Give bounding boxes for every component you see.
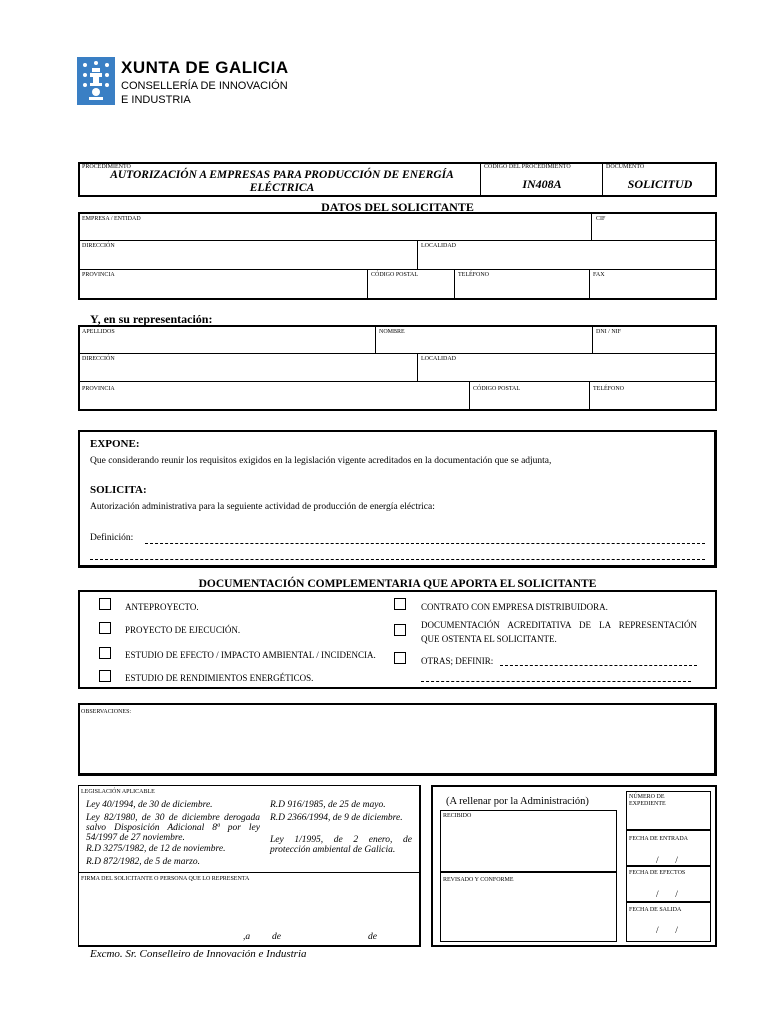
rep-telefono-label: TELÉFONO: [593, 386, 624, 392]
fecha-efectos-label: FECHA DE EFECTOS: [629, 870, 686, 876]
cif-field[interactable]: [593, 224, 715, 238]
definicion-field[interactable]: [145, 532, 705, 558]
rep-provincia-label: PROVINCIA: [82, 386, 115, 392]
localidad-field[interactable]: [419, 252, 715, 267]
telefono-field[interactable]: [456, 281, 588, 298]
codigo-value: IN408A: [522, 177, 562, 191]
apellidos-label: APELLIDOS: [82, 329, 115, 335]
rd-3275-1982: R.D 3275/1982, de 12 de noviembre.: [86, 844, 226, 854]
procedure-title-line2: ELÉCTRICA: [249, 182, 315, 194]
doc-item-estudio-rendimientos: ESTUDIO DE RENDIMIENTOS ENERGÉTICOS.: [125, 673, 314, 683]
empresa-label: EMPRESA / ENTIDAD: [82, 216, 141, 222]
addressee: Excmo. Sr. Conselleiro de Innovación e Industria: [90, 948, 307, 960]
expone-heading: EXPONE:: [90, 438, 140, 450]
contrato-checkbox[interactable]: [394, 598, 406, 610]
documentacion-heading: DOCUMENTACIÓN COMPLEMENTARIA QUE APORTA EL SOLICITANTE: [198, 578, 597, 590]
fecha-entrada-value: / /: [656, 856, 678, 866]
admin-title: (A rellenar por la Administración): [446, 796, 589, 807]
rep-direccion-label: DIRECCIÓN: [82, 356, 115, 362]
proyecto-checkbox[interactable]: [99, 622, 111, 634]
dept-line1: CONSELLERÍA DE INNOVACIÓN: [121, 80, 288, 92]
dni-field[interactable]: [594, 337, 715, 351]
fax-label: FAX: [593, 272, 605, 278]
recibido-box[interactable]: [440, 810, 617, 872]
apellidos-field[interactable]: [80, 337, 374, 351]
cp-field[interactable]: [369, 281, 453, 298]
rd-2366-1994: R.D 2366/1994, de 9 de diciembre.: [270, 813, 403, 823]
expediente-label: NÚMERO DE EXPEDIENTE: [629, 794, 666, 807]
ley-40-1994: Ley 40/1994, de 30 de diciembre.: [86, 800, 213, 810]
cp-label: CÓDIGO POSTAL: [371, 272, 419, 278]
definicion-label: Definición:: [90, 533, 134, 543]
codigo-label: CÓDIGO DEL PROCEDIMIENTO: [484, 164, 571, 170]
estudio-rendimientos-checkbox[interactable]: [99, 670, 111, 682]
firma-place-de2: de: [368, 932, 377, 942]
observaciones-box[interactable]: [78, 703, 717, 776]
rep-cp-label: CÓDIGO POSTAL: [473, 386, 521, 392]
doc-item-representacion-line1: DOCUMENTACIÓN ACREDITATIVA DE LA REPRESENTACIÓN: [421, 620, 697, 630]
fecha-salida-value: / /: [656, 926, 678, 936]
documento-label: DOCUMENTO: [606, 164, 645, 170]
solicita-text: Autorización administrativa para la seguiente actividad de producción de energía eléctrica:: [90, 502, 435, 512]
documento-value: SOLICITUD: [627, 177, 693, 191]
solicita-heading: SOLICITA:: [90, 484, 147, 496]
rd-916-1985: R.D 916/1985, de 25 de mayo.: [270, 800, 386, 810]
coat-of-arms-logo: [77, 57, 115, 105]
nombre-label: NOMBRE: [379, 329, 405, 335]
firma-label: FIRMA DEL SOLICITANTE O PERSONA QUE LO REPRESENTA: [81, 876, 250, 882]
localidad-label: LOCALIDAD: [421, 243, 456, 249]
dept-line2: E INDUSTRIA: [121, 94, 191, 106]
rep-localidad-field[interactable]: [419, 364, 715, 379]
rd-872-1982: R.D 872/1982, de 5 de marzo.: [86, 857, 200, 867]
nombre-field[interactable]: [377, 337, 591, 351]
expone-text: Que considerando reunir los requisitos exigidos en la legislación vigente acreditados en la documentación que se adjunta,: [90, 456, 552, 466]
doc-item-otras: OTRAS; DEFINIR:: [421, 656, 494, 666]
solicitante-heading: DATOS DEL SOLICITANTE: [321, 200, 474, 214]
observaciones-label: OBSERVACIONES:: [81, 709, 132, 715]
rep-cp-field[interactable]: [471, 394, 588, 409]
otras-checkbox[interactable]: [394, 652, 406, 664]
direccion-field[interactable]: [80, 252, 416, 267]
ley-1-1995: Ley 1/1995, de 2 enero, de protección ambiental de Galicia.: [270, 835, 412, 855]
procedure-title-line1: AUTORIZACIÓN A EMPRESAS PARA PRODUCCIÓN DE ENERGÍA: [110, 169, 454, 181]
doc-item-contrato: CONTRATO CON EMPRESA DISTRIBUIDORA.: [421, 602, 608, 612]
fax-field[interactable]: [591, 281, 715, 298]
fecha-salida-label: FECHA DE SALIDA: [629, 907, 682, 913]
cif-label: CIF: [596, 216, 606, 222]
recibido-label: RECIBIDO: [443, 813, 472, 819]
revisado-label: REVISADO Y CONFORME: [443, 877, 514, 883]
legislacion-label: LEGISLACIÓN APLICABLE: [81, 789, 155, 795]
provincia-field[interactable]: [80, 281, 366, 298]
fecha-efectos-value: / /: [656, 890, 678, 900]
representacion-heading: Y, en su representación:: [90, 312, 213, 326]
doc-item-anteproyecto: ANTEPROYECTO.: [125, 602, 199, 612]
doc-item-representacion-line2: QUE OSTENTA EL SOLICITANTE.: [421, 634, 557, 644]
ley-82-1980: Ley 82/1980, de 30 de diciembre derogada salvo Disposición Adicional 8ª por ley 54/1997 de 27 noviembre.: [86, 813, 260, 843]
rep-provincia-field[interactable]: [80, 394, 468, 409]
rep-localidad-label: LOCALIDAD: [421, 356, 456, 362]
direccion-label: DIRECCIÓN: [82, 243, 115, 249]
estudio-impacto-checkbox[interactable]: [99, 647, 111, 659]
firma-place-de1: de: [272, 932, 281, 942]
representacion-checkbox[interactable]: [394, 624, 406, 636]
fecha-entrada-label: FECHA DE ENTRADA: [629, 836, 689, 842]
doc-item-estudio-impacto: ESTUDIO DE EFECTO / IMPACTO AMBIENTAL / INCIDENCIA.: [125, 650, 376, 660]
procedimiento-label: PROCEDIMIENTO: [82, 164, 131, 170]
org-name: XUNTA DE GALICIA: [121, 58, 289, 77]
rep-direccion-field[interactable]: [80, 364, 416, 379]
anteproyecto-checkbox[interactable]: [99, 598, 111, 610]
rep-telefono-field[interactable]: [591, 394, 715, 409]
dni-label: DNI / NIF: [596, 329, 621, 335]
provincia-label: PROVINCIA: [82, 272, 115, 278]
firma-area[interactable]: [80, 884, 418, 930]
firma-place-a: ,a: [243, 932, 251, 942]
telefono-label: TELÉFONO: [458, 272, 489, 278]
otras-field[interactable]: [500, 655, 697, 666]
empresa-field[interactable]: [80, 224, 590, 238]
doc-item-proyecto: PROYECTO DE EJECUCIÓN.: [125, 625, 241, 635]
